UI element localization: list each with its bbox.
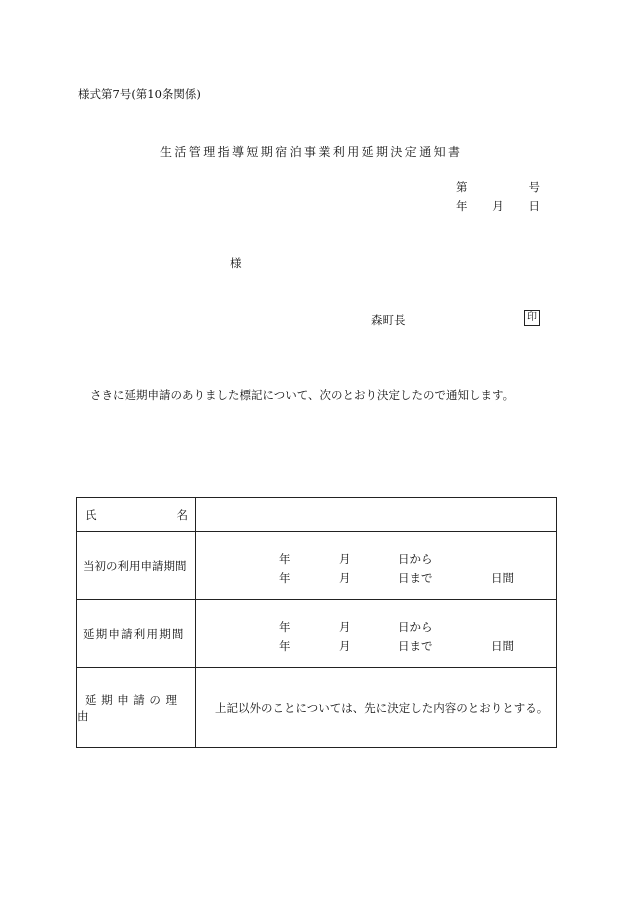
date-year: 年: [456, 199, 468, 213]
reason-label: 延期申請の理由: [77, 692, 182, 723]
number-prefix: 第: [456, 180, 468, 194]
total-days: 日間: [491, 570, 514, 585]
from-month: 月: [339, 619, 351, 634]
form-number: 様式第7号(第10条関係): [78, 87, 201, 101]
until-year: 年: [279, 570, 291, 585]
from-day: 日から: [398, 619, 433, 634]
from-month: 月: [339, 551, 351, 566]
from-year: 年: [279, 551, 291, 566]
issuer-name: 森町長: [371, 313, 406, 327]
addressee-honorific: 様: [230, 256, 242, 270]
issue-date: [456, 198, 540, 214]
seal-stamp: 印: [524, 310, 540, 326]
until-month: 月: [339, 638, 351, 653]
name-label-first: 氏: [85, 507, 97, 522]
original-period-label: 当初の利用申請期間: [83, 558, 187, 573]
name-label-cell: [77, 498, 196, 532]
date-month: 月: [492, 199, 504, 213]
table-row-original-period: [77, 532, 557, 600]
document-number: [456, 179, 540, 195]
date-day: 日: [528, 199, 540, 213]
total-days: 日間: [491, 638, 514, 653]
number-suffix: 号: [528, 180, 540, 194]
document-title: 生活管理指導短期宿泊事業利用延期決定通知書: [160, 145, 463, 159]
reason-text: 上記以外のことについては、先に決定した内容のとおりとする。: [215, 700, 549, 715]
extension-period-value-cell: [196, 600, 557, 668]
from-day: 日から: [398, 551, 433, 566]
extension-period-label: 延期申請利用期間: [83, 626, 185, 641]
until-day: 日まで: [398, 638, 433, 653]
extension-period-dates: [196, 612, 556, 656]
decision-table: [76, 497, 557, 748]
table-row-name: [77, 498, 557, 532]
reason-value-cell: [196, 668, 557, 748]
original-period-label-cell: [77, 532, 196, 600]
extension-period-label-cell: [77, 600, 196, 668]
original-period-dates: [196, 544, 556, 588]
from-year: 年: [279, 619, 291, 634]
reason-label-cell: [77, 668, 196, 748]
until-month: 月: [339, 570, 351, 585]
name-value-cell: [196, 498, 557, 532]
table-row-reason: [77, 668, 557, 748]
name-label-second: 名: [176, 507, 188, 522]
table-row-extension-period: [77, 600, 557, 668]
original-period-value-cell: [196, 532, 557, 600]
until-day: 日まで: [398, 570, 433, 585]
notice-body-text: さきに延期申請のありました標記について、次のとおり決定したので通知します。: [90, 388, 515, 402]
until-year: 年: [279, 638, 291, 653]
